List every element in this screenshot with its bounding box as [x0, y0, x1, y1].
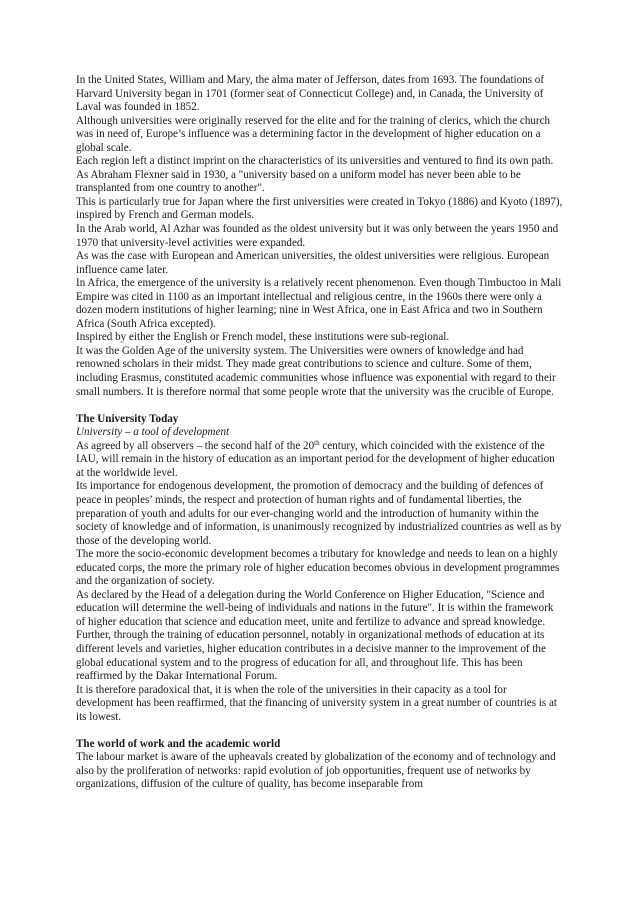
paragraph: Each region left a distinct imprint on the characteristics of its universities and ventured to find its own path. As Abraham Flexner said in 1930, a "university based on a uniform model has never been able to be transplanted from one country to another".	[76, 155, 554, 195]
section-subheading: University – a tool of development	[76, 426, 230, 439]
paragraph: It is therefore paradoxical that, it is when the role of the universities in their capacity as a tool for development has been reaffirmed, that the financing of university system in a great number of countries is at its lowest.	[76, 683, 557, 723]
paragraph: As declared by the Head of a delegation during the World Conference on Higher Education, "Science and education will determine the well-being of individuals and nations in the future". It is within the framework of higher education that science and education meet, unite and fertilize to advance and spread knowledge.	[76, 588, 554, 628]
paragraph: The more the socio-economic development becomes a tributary for knowledge and needs to lean on a highly educated corps, the more the primary role of higher education becomes obvious in development programmes and the organization of society.	[76, 548, 560, 588]
paragraph: Inspired by either the English or French model, these institutions were sub-regional.	[76, 331, 450, 344]
section-spacer	[76, 399, 564, 413]
paragraph: This is particularly true for Japan where the first universities were created in Tokyo (1886) and Kyoto (1897), inspired by French and German models.	[76, 195, 563, 222]
paragraph: The labour market is aware of the upheavals created by globalization of the economy and of technology and also by the proliferation of networks: rapid evolution of job opportunities, frequent use of networks by organizations, diffusion of the culture of quality, has become inseparable from	[76, 751, 556, 791]
superscript: th	[314, 438, 320, 447]
paragraph: In the United States, William and Mary, the alma mater of Jefferson, dates from 1693. The foundations of Harvard University began in 1701 (former seat of Connecticut College) and, in Canada, the University of Laval was founded in 1852.	[76, 74, 545, 114]
document-page	[76, 74, 564, 792]
paragraph: In Africa, the emergence of the university is a relatively recent phenomenon. Even though Timbuctoo in Mali Empire was cited in 1100 as an important intellectual and religious centre, in the 1960s there were only a dozen modern institutions of higher learning; nine in West Africa, one in East Africa and two in Southern Africa (South Africa excepted).	[76, 277, 562, 330]
section-heading: The world of work and the academic world	[76, 737, 281, 750]
paragraph: In the Arab world, Al Azhar was founded as the oldest university but it was only between the years 1950 and 1970 that university-level activities were expanded.	[76, 223, 559, 249]
section-heading: The University Today	[76, 412, 179, 425]
section-spacer	[76, 724, 564, 738]
paragraph: Although universities were originally reserved for the elite and for the training of clerics, which the church was in need of, Europe’s influence was a determining factor in the development of higher education on a global scale.	[76, 114, 551, 154]
paragraph	[76, 440, 564, 481]
paragraph: It was the Golden Age of the university system. The Universities were owners of knowledge and had renowned scholars in their midst. They made great contributions to science and culture. Some of them, including Erasmus, constituted academic communities whose influence was exponential with regard to their small numbers. It is therefore normal that some people wrote that the university was the crucible of Europe.	[76, 344, 556, 398]
paragraph: Further, through the training of education personnel, notably in organizational methods of education at its different levels and varieties, higher education contributes in a decisive manner to the improvement of the global educational system and to the progress of education for all, and throughout life. This has been reaffirmed by the Dakar International Forum.	[76, 629, 546, 683]
paragraph: Its importance for endogenous development, the promotion of democracy and the building of defences of peace in peoples’ minds, the respect and protection of human rights and of fundamental liberties, the preparation of youth and adults for our ever-changing world and the introduction of humanity within the society of knowledge and of information, is unanimously recognized by industrialized countries as well as by those of the developing world.	[76, 480, 562, 547]
paragraph-text: As agreed by all observers – the second half of the 20	[76, 439, 315, 452]
paragraph-text: century, which coincided with the existence of the IAU, will remain in the history of education as an important period for the development of higher education at the worldwide level.	[76, 439, 555, 479]
paragraph: As was the case with European and American universities, the oldest universities were religious. European influence came later.	[76, 250, 550, 276]
